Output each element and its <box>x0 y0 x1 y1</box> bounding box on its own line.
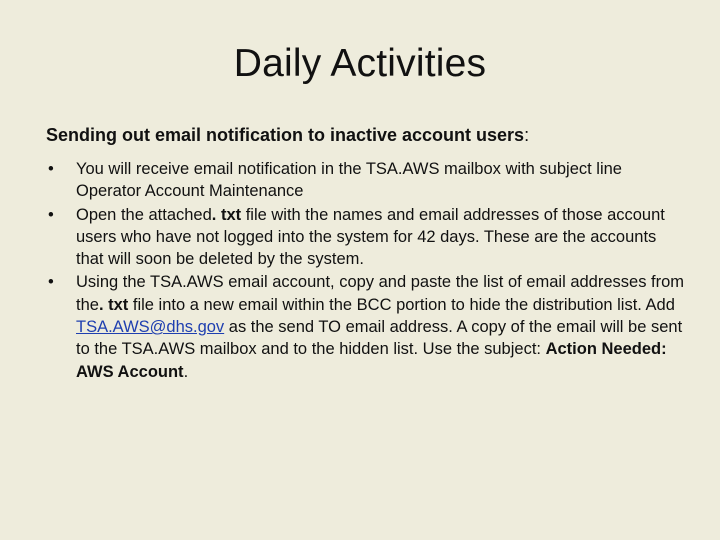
bullet-icon: • <box>48 273 54 292</box>
file-extension: . txt <box>98 295 129 314</box>
bullet-text: as the send TO email address. A copy of the email will be sent to the TSA.AWS mailbox and to the hidden list. Use the subject: <box>76 318 683 359</box>
bullet-item-send-email <box>46 271 686 382</box>
email-address-link[interactable]: TSA.AWS@dhs.gov <box>76 318 225 337</box>
bullet-text: Open the attached <box>76 205 212 224</box>
bullet-list <box>46 158 686 384</box>
bullet-icon: • <box>48 205 54 224</box>
subheading-text: Sending out email notification to inactive account users <box>46 125 525 145</box>
bullet-item-open-attachment <box>46 204 686 271</box>
email-subject: Action Needed: AWS Account <box>76 340 667 381</box>
bullet-item-receive-notification <box>46 158 686 203</box>
slide-title: Daily Activities <box>233 42 487 85</box>
subheading-colon: : <box>524 125 530 145</box>
bullet-text: file into a new email within the BCC portion to hide the distribution list. Add <box>128 295 675 314</box>
bullet-text: Using the TSA.AWS email account, copy and paste the list of email addresses from the <box>76 273 685 314</box>
bullet-icon: • <box>48 160 54 178</box>
bullet-text: . <box>183 362 189 381</box>
file-extension: . txt <box>211 205 242 224</box>
bullet-text: You will receive email notification in the TSA.AWS mailbox with subject line Operator Account Maintenance <box>76 160 622 201</box>
slide-subheading <box>46 125 686 146</box>
bullet-text: file with the names and email addresses of those account users who have not logged into the system for 42 days. These are the accounts that will soon be deleted by the system. <box>76 205 665 269</box>
